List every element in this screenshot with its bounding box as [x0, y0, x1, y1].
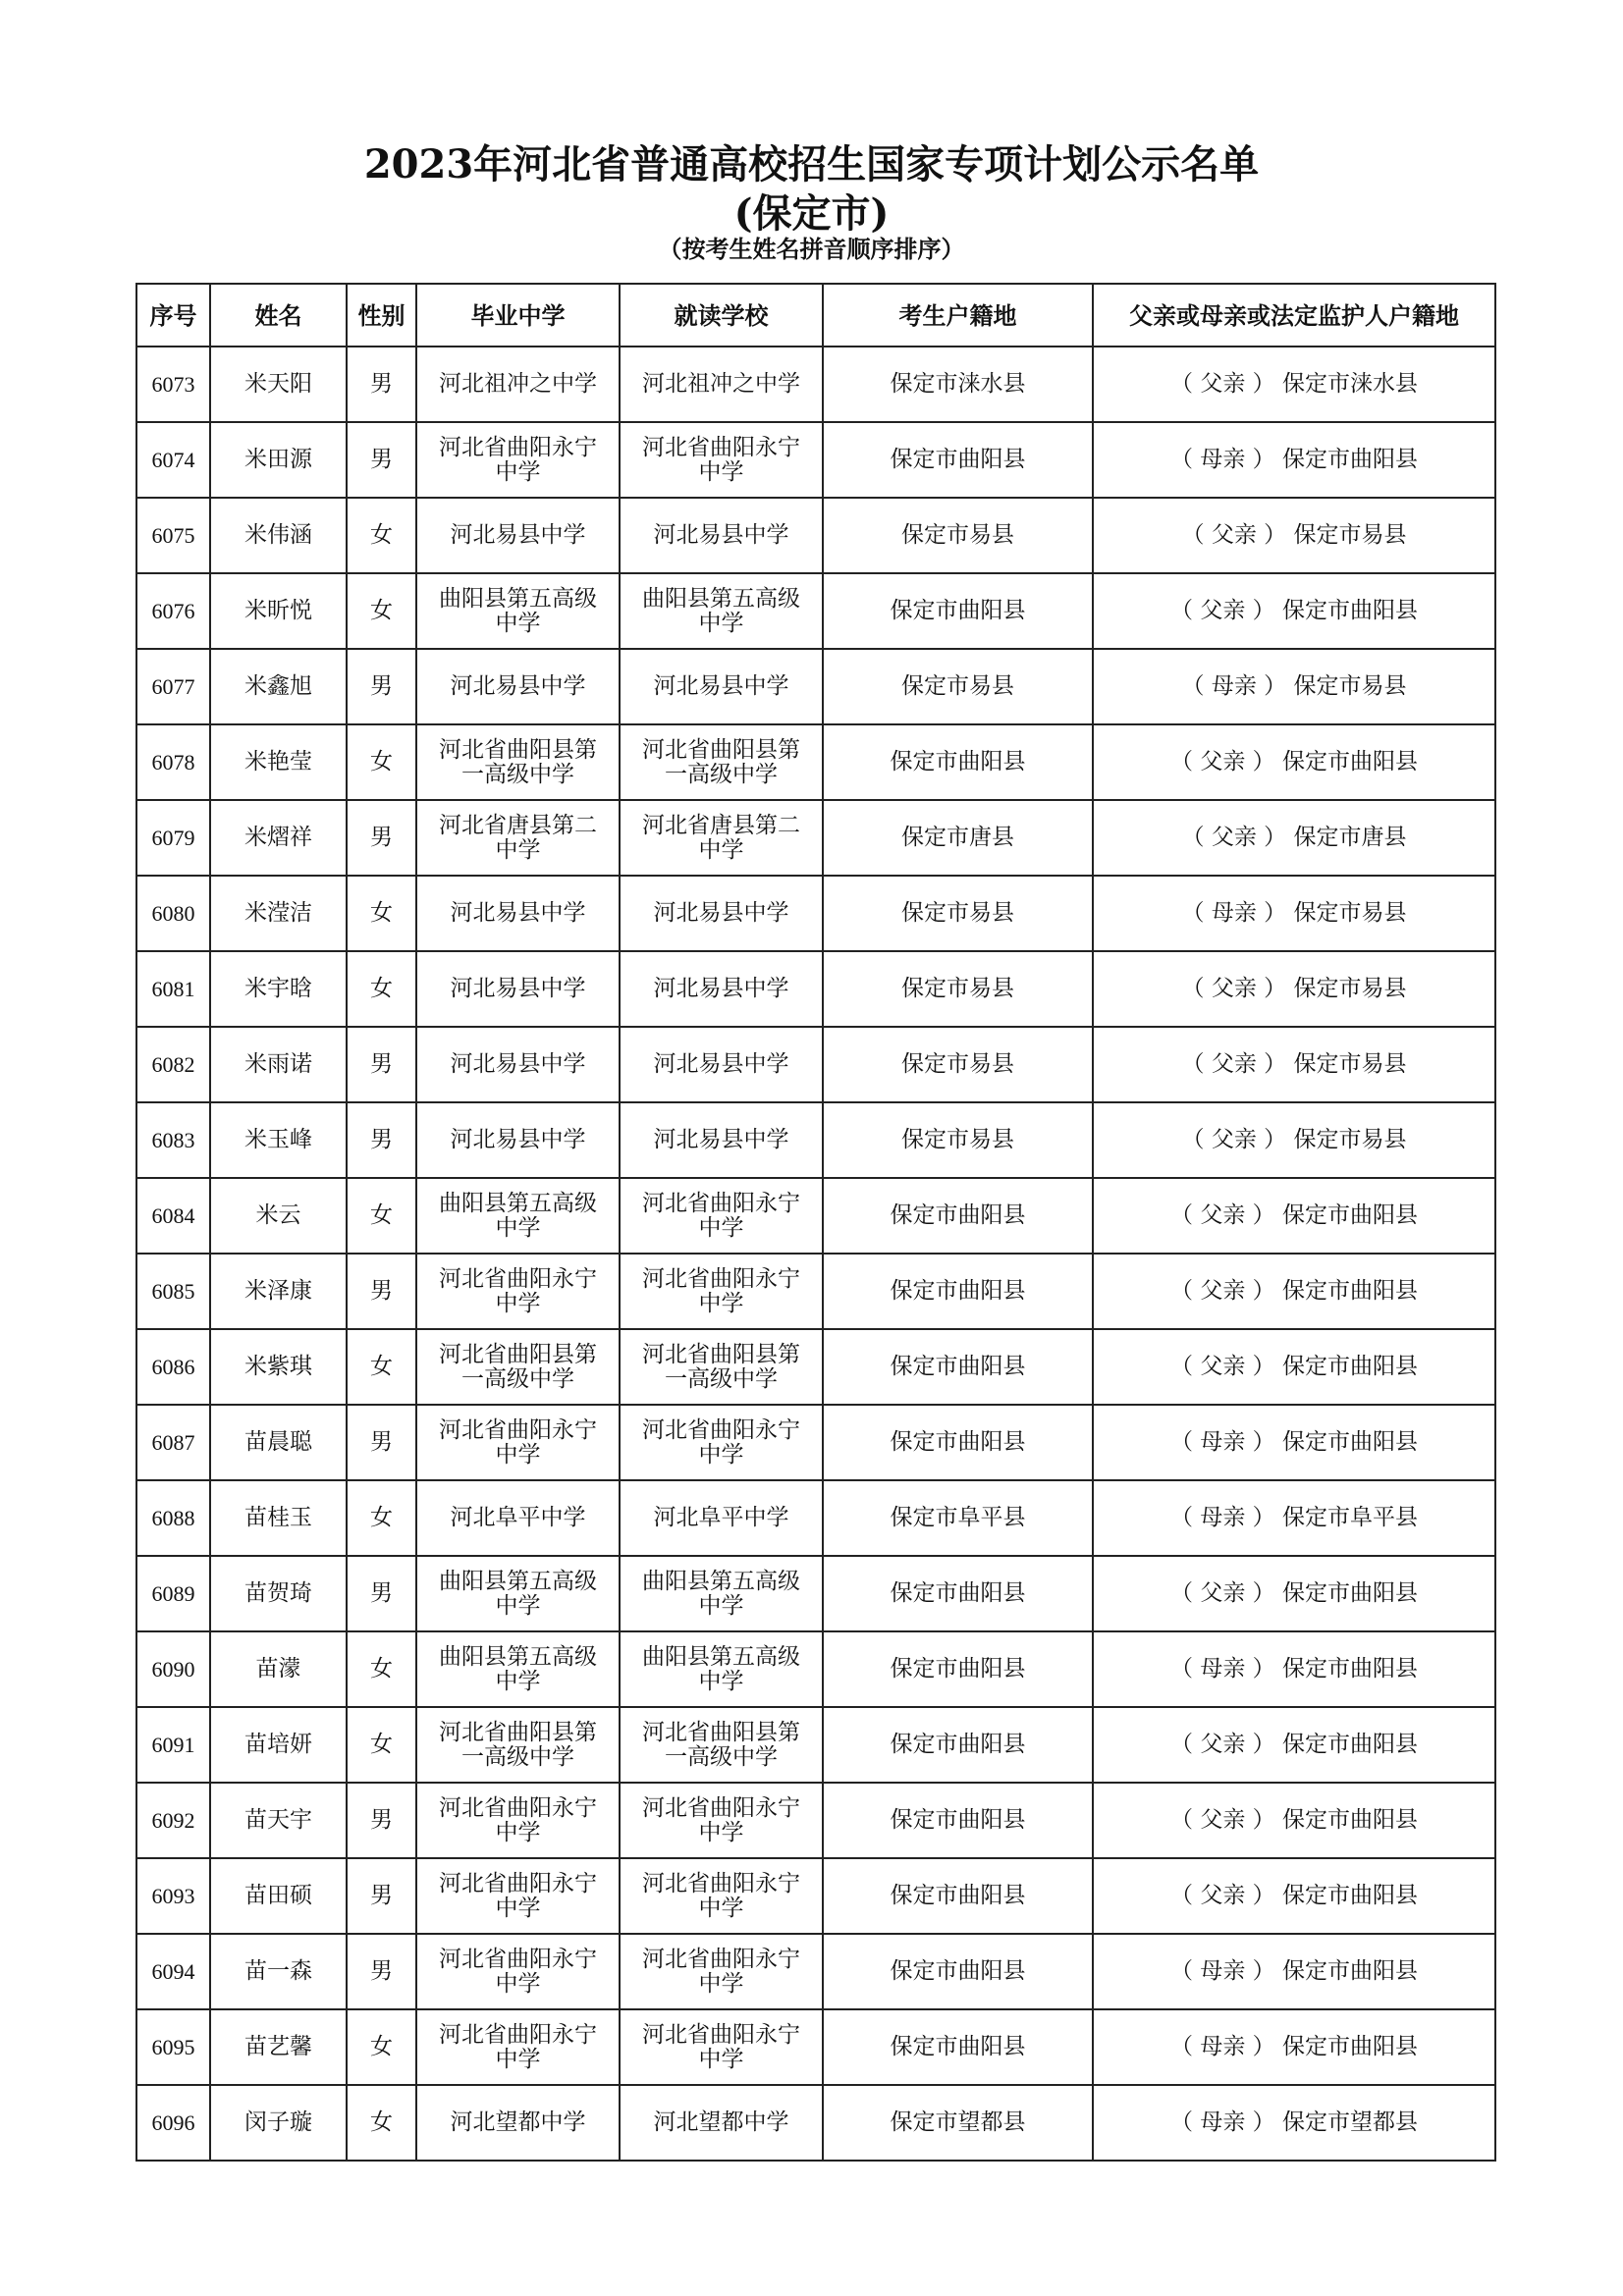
- candidate-table: [135, 283, 1496, 2162]
- cell-gender: 男: [347, 1783, 416, 1858]
- cell-name: 苗田硕: [210, 1858, 347, 1934]
- cell-gender: 女: [347, 1480, 416, 1556]
- cell-hukou: 保定市涞水县: [823, 347, 1093, 422]
- sort-note: （按考生姓名拼音顺序排序）: [658, 235, 965, 263]
- cell-gender: 女: [347, 951, 416, 1027]
- table-row: [136, 1102, 1495, 1178]
- cell-study-school-text: 河北省曲阳永宁中学: [642, 1946, 800, 1997]
- cell-hukou: 保定市易县: [823, 1027, 1093, 1102]
- cell-name: 苗一森: [210, 1934, 347, 2009]
- page-title: 2023年河北省普通高校招生国家专项计划公示名单: [363, 141, 1260, 187]
- cell-name: 闵子璇: [210, 2085, 347, 2161]
- cell-seq: 6091: [136, 1707, 210, 1783]
- cell-gender: 女: [347, 1178, 416, 1254]
- table-row: [136, 2009, 1495, 2085]
- cell-hukou: 保定市曲阳县: [823, 1254, 1093, 1329]
- table-row: [136, 724, 1495, 800]
- table-row: [136, 1405, 1495, 1480]
- cell-hukou: 保定市曲阳县: [823, 1858, 1093, 1934]
- cell-hukou: 保定市易县: [823, 1102, 1093, 1178]
- cell-study-school: [620, 1631, 823, 1707]
- cell-study-school-text: 河北易县中学: [653, 900, 789, 926]
- cell-grad-school-text: 曲阳县第五高级中学: [439, 585, 597, 636]
- cell-seq: 6080: [136, 876, 210, 951]
- cell-study-school-text: 曲阳县第五高级中学: [642, 585, 800, 636]
- table-row: [136, 498, 1495, 573]
- cell-hukou: 保定市唐县: [823, 800, 1093, 876]
- cell-name: 米雨诺: [210, 1027, 347, 1102]
- cell-grad-school-text: 河北易县中学: [450, 1051, 586, 1077]
- cell-guardian-hukou: （ 父亲 ） 保定市曲阳县: [1093, 1178, 1495, 1254]
- cell-grad-school: [416, 800, 620, 876]
- cell-guardian-hukou: （ 父亲 ） 保定市曲阳县: [1093, 1707, 1495, 1783]
- cell-guardian-hukou: （ 母亲 ） 保定市曲阳县: [1093, 1934, 1495, 2009]
- header-gender: 性别: [347, 284, 416, 347]
- cell-grad-school-text: 河北易县中学: [450, 1127, 586, 1152]
- cell-study-school-text: 河北易县中学: [653, 1051, 789, 1077]
- cell-name: 米鑫旭: [210, 649, 347, 724]
- table-row: [136, 1027, 1495, 1102]
- cell-study-school: [620, 1934, 823, 2009]
- cell-hukou: 保定市曲阳县: [823, 1556, 1093, 1631]
- cell-gender: 男: [347, 649, 416, 724]
- cell-name: 苗晨聪: [210, 1405, 347, 1480]
- cell-study-school: [620, 2085, 823, 2161]
- cell-hukou: 保定市曲阳县: [823, 724, 1093, 800]
- cell-name: 苗天宇: [210, 1783, 347, 1858]
- cell-hukou: 保定市易县: [823, 876, 1093, 951]
- cell-grad-school: [416, 1631, 620, 1707]
- table-row: [136, 1480, 1495, 1556]
- cell-hukou: 保定市易县: [823, 951, 1093, 1027]
- cell-name: 米紫琪: [210, 1329, 347, 1405]
- cell-seq: 6093: [136, 1858, 210, 1934]
- cell-seq: 6083: [136, 1102, 210, 1178]
- cell-study-school-text: 河北省曲阳永宁中学: [642, 434, 800, 485]
- cell-grad-school-text: 河北省曲阳永宁中学: [439, 2021, 597, 2072]
- cell-grad-school: [416, 422, 620, 498]
- cell-grad-school-text: 曲阳县第五高级中学: [439, 1190, 597, 1241]
- cell-hukou: 保定市曲阳县: [823, 2009, 1093, 2085]
- cell-grad-school: [416, 724, 620, 800]
- cell-study-school-text: 河北省曲阳永宁中学: [642, 2021, 800, 2072]
- cell-name: 苗桂玉: [210, 1480, 347, 1556]
- cell-grad-school-text: 河北省曲阳永宁中学: [439, 1794, 597, 1845]
- cell-gender: 男: [347, 347, 416, 422]
- cell-seq: 6079: [136, 800, 210, 876]
- cell-seq: 6082: [136, 1027, 210, 1102]
- cell-hukou: 保定市曲阳县: [823, 1707, 1093, 1783]
- cell-guardian-hukou: （ 父亲 ） 保定市涞水县: [1093, 347, 1495, 422]
- cell-hukou: 保定市曲阳县: [823, 1783, 1093, 1858]
- cell-guardian-hukou: （ 父亲 ） 保定市曲阳县: [1093, 1858, 1495, 1934]
- cell-study-school: [620, 1480, 823, 1556]
- cell-grad-school: [416, 876, 620, 951]
- cell-study-school-text: 河北省曲阳永宁中学: [642, 1794, 800, 1845]
- cell-hukou: 保定市曲阳县: [823, 573, 1093, 649]
- cell-gender: 女: [347, 573, 416, 649]
- cell-study-school-text: 河北易县中学: [653, 976, 789, 1001]
- cell-grad-school-text: 曲阳县第五高级中学: [439, 1568, 597, 1619]
- cell-study-school-text: 河北省唐县第二中学: [642, 812, 800, 863]
- cell-grad-school: [416, 1254, 620, 1329]
- cell-guardian-hukou: （ 母亲 ） 保定市曲阳县: [1093, 1405, 1495, 1480]
- cell-name: 米伟涵: [210, 498, 347, 573]
- cell-seq: 6074: [136, 422, 210, 498]
- table-row: [136, 1858, 1495, 1934]
- cell-seq: 6095: [136, 2009, 210, 2085]
- cell-study-school-text: 河北望都中学: [653, 2109, 789, 2135]
- table-row: [136, 649, 1495, 724]
- cell-guardian-hukou: （ 父亲 ） 保定市易县: [1093, 1027, 1495, 1102]
- cell-study-school-text: 曲阳县第五高级中学: [642, 1643, 800, 1694]
- cell-grad-school-text: 河北省曲阳县第一高级中学: [439, 1719, 597, 1770]
- cell-grad-school: [416, 1178, 620, 1254]
- cell-guardian-hukou: （ 父亲 ） 保定市易县: [1093, 951, 1495, 1027]
- cell-hukou: 保定市阜平县: [823, 1480, 1093, 1556]
- cell-gender: 男: [347, 1556, 416, 1631]
- cell-seq: 6077: [136, 649, 210, 724]
- table-row: [136, 951, 1495, 1027]
- cell-study-school-text: 河北祖冲之中学: [642, 371, 800, 397]
- cell-seq: 6087: [136, 1405, 210, 1480]
- cell-study-school: [620, 2009, 823, 2085]
- cell-study-school-text: 河北省曲阳县第一高级中学: [642, 1341, 800, 1392]
- cell-guardian-hukou: （ 母亲 ） 保定市曲阳县: [1093, 2009, 1495, 2085]
- table-header-row: [136, 284, 1495, 347]
- table-row: [136, 1254, 1495, 1329]
- cell-grad-school: [416, 649, 620, 724]
- cell-grad-school-text: 河北省曲阳永宁中学: [439, 1265, 597, 1316]
- cell-grad-school-text: 河北省曲阳永宁中学: [439, 1416, 597, 1468]
- cell-grad-school: [416, 951, 620, 1027]
- table-row: [136, 1631, 1495, 1707]
- table-row: [136, 422, 1495, 498]
- cell-grad-school: [416, 1102, 620, 1178]
- cell-gender: 男: [347, 1934, 416, 2009]
- cell-grad-school: [416, 1329, 620, 1405]
- cell-grad-school: [416, 498, 620, 573]
- cell-gender: 男: [347, 422, 416, 498]
- cell-seq: 6090: [136, 1631, 210, 1707]
- cell-gender: 女: [347, 1329, 416, 1405]
- cell-hukou: 保定市望都县: [823, 2085, 1093, 2161]
- cell-study-school: [620, 1329, 823, 1405]
- cell-grad-school-text: 曲阳县第五高级中学: [439, 1643, 597, 1694]
- cell-study-school: [620, 649, 823, 724]
- table-row: [136, 876, 1495, 951]
- cell-grad-school: [416, 1027, 620, 1102]
- cell-study-school: [620, 1102, 823, 1178]
- table-row: [136, 573, 1495, 649]
- cell-gender: 女: [347, 1631, 416, 1707]
- cell-study-school: [620, 951, 823, 1027]
- cell-guardian-hukou: （ 父亲 ） 保定市易县: [1093, 498, 1495, 573]
- cell-grad-school-text: 河北省曲阳永宁中学: [439, 434, 597, 485]
- cell-grad-school-text: 河北望都中学: [450, 2109, 586, 2135]
- cell-study-school-text: 河北阜平中学: [653, 1505, 789, 1530]
- cell-guardian-hukou: （ 父亲 ） 保定市曲阳县: [1093, 1556, 1495, 1631]
- cell-grad-school-text: 河北祖冲之中学: [439, 371, 597, 397]
- cell-seq: 6081: [136, 951, 210, 1027]
- cell-name: 苗艺馨: [210, 2009, 347, 2085]
- cell-name: 米泽康: [210, 1254, 347, 1329]
- cell-study-school: [620, 876, 823, 951]
- cell-guardian-hukou: （ 母亲 ） 保定市曲阳县: [1093, 1631, 1495, 1707]
- cell-study-school-text: 河北省曲阳永宁中学: [642, 1265, 800, 1316]
- cell-study-school: [620, 347, 823, 422]
- cell-seq: 6075: [136, 498, 210, 573]
- cell-seq: 6088: [136, 1480, 210, 1556]
- cell-grad-school: [416, 573, 620, 649]
- cell-guardian-hukou: （ 父亲 ） 保定市曲阳县: [1093, 1329, 1495, 1405]
- cell-grad-school: [416, 347, 620, 422]
- cell-hukou: 保定市曲阳县: [823, 1405, 1093, 1480]
- cell-hukou: 保定市曲阳县: [823, 1934, 1093, 2009]
- cell-study-school: [620, 800, 823, 876]
- cell-grad-school-text: 河北易县中学: [450, 976, 586, 1001]
- cell-guardian-hukou: （ 母亲 ） 保定市望都县: [1093, 2085, 1495, 2161]
- cell-grad-school-text: 河北省曲阳永宁中学: [439, 1870, 597, 1921]
- header-name: 姓名: [210, 284, 347, 347]
- table-row: [136, 1783, 1495, 1858]
- cell-study-school: [620, 1858, 823, 1934]
- table-row: [136, 1934, 1495, 2009]
- cell-grad-school-text: 河北易县中学: [450, 522, 586, 548]
- header-grad-school: 毕业中学: [416, 284, 620, 347]
- cell-study-school: [620, 1027, 823, 1102]
- cell-gender: 女: [347, 2085, 416, 2161]
- header-guardian-hukou: 父亲或母亲或法定监护人户籍地: [1093, 284, 1495, 347]
- cell-guardian-hukou: （ 父亲 ） 保定市唐县: [1093, 800, 1495, 876]
- cell-name: 米玉峰: [210, 1102, 347, 1178]
- cell-hukou: 保定市易县: [823, 649, 1093, 724]
- cell-grad-school: [416, 1858, 620, 1934]
- cell-study-school-text: 河北省曲阳永宁中学: [642, 1416, 800, 1468]
- cell-name: 米宇晗: [210, 951, 347, 1027]
- cell-guardian-hukou: （ 父亲 ） 保定市易县: [1093, 1102, 1495, 1178]
- cell-study-school-text: 河北易县中学: [653, 673, 789, 699]
- cell-grad-school: [416, 1934, 620, 2009]
- cell-grad-school-text: 河北省曲阳永宁中学: [439, 1946, 597, 1997]
- cell-seq: 6078: [136, 724, 210, 800]
- cell-grad-school: [416, 1480, 620, 1556]
- cell-guardian-hukou: （ 母亲 ） 保定市曲阳县: [1093, 422, 1495, 498]
- table-row: [136, 2085, 1495, 2161]
- table-body: [136, 347, 1495, 2161]
- cell-study-school: [620, 1707, 823, 1783]
- cell-seq: 6084: [136, 1178, 210, 1254]
- table-row: [136, 800, 1495, 876]
- cell-study-school: [620, 724, 823, 800]
- cell-study-school: [620, 1178, 823, 1254]
- cell-study-school-text: 河北省曲阳县第一高级中学: [642, 1719, 800, 1770]
- cell-gender: 男: [347, 1254, 416, 1329]
- page-subtitle: (保定市): [733, 190, 890, 237]
- table-row: [136, 1329, 1495, 1405]
- cell-seq: 6089: [136, 1556, 210, 1631]
- cell-name: 米田源: [210, 422, 347, 498]
- cell-study-school: [620, 1556, 823, 1631]
- cell-name: 米天阳: [210, 347, 347, 422]
- cell-gender: 女: [347, 498, 416, 573]
- cell-name: 苗贺琦: [210, 1556, 347, 1631]
- cell-gender: 女: [347, 1707, 416, 1783]
- cell-seq: 6073: [136, 347, 210, 422]
- cell-grad-school: [416, 1405, 620, 1480]
- cell-grad-school-text: 河北易县中学: [450, 673, 586, 699]
- cell-guardian-hukou: （ 父亲 ） 保定市曲阳县: [1093, 573, 1495, 649]
- table-row: [136, 1707, 1495, 1783]
- cell-seq: 6092: [136, 1783, 210, 1858]
- cell-study-school: [620, 1783, 823, 1858]
- cell-guardian-hukou: （ 母亲 ） 保定市阜平县: [1093, 1480, 1495, 1556]
- cell-grad-school: [416, 1556, 620, 1631]
- cell-study-school-text: 河北省曲阳永宁中学: [642, 1190, 800, 1241]
- cell-seq: 6076: [136, 573, 210, 649]
- cell-hukou: 保定市曲阳县: [823, 1329, 1093, 1405]
- cell-name: 米云: [210, 1178, 347, 1254]
- cell-gender: 女: [347, 724, 416, 800]
- cell-grad-school: [416, 1707, 620, 1783]
- cell-grad-school-text: 河北易县中学: [450, 900, 586, 926]
- cell-study-school-text: 河北易县中学: [653, 1127, 789, 1152]
- cell-gender: 男: [347, 1858, 416, 1934]
- cell-grad-school-text: 河北省曲阳县第一高级中学: [439, 1341, 597, 1392]
- header-study-school: 就读学校: [620, 284, 823, 347]
- cell-gender: 男: [347, 1405, 416, 1480]
- cell-name: 米熠祥: [210, 800, 347, 876]
- cell-guardian-hukou: （ 母亲 ） 保定市易县: [1093, 649, 1495, 724]
- cell-grad-school-text: 河北省唐县第二中学: [439, 812, 597, 863]
- cell-seq: 6085: [136, 1254, 210, 1329]
- cell-name: 苗培妍: [210, 1707, 347, 1783]
- cell-name: 米艳莹: [210, 724, 347, 800]
- cell-gender: 男: [347, 800, 416, 876]
- table-row: [136, 347, 1495, 422]
- cell-guardian-hukou: （ 父亲 ） 保定市曲阳县: [1093, 1254, 1495, 1329]
- cell-study-school-text: 河北省曲阳永宁中学: [642, 1870, 800, 1921]
- table-row: [136, 1556, 1495, 1631]
- table-row: [136, 1178, 1495, 1254]
- cell-study-school: [620, 498, 823, 573]
- cell-study-school: [620, 1254, 823, 1329]
- cell-grad-school: [416, 2085, 620, 2161]
- cell-hukou: 保定市曲阳县: [823, 422, 1093, 498]
- cell-grad-school: [416, 1783, 620, 1858]
- cell-name: 米滢洁: [210, 876, 347, 951]
- cell-seq: 6094: [136, 1934, 210, 2009]
- cell-gender: 女: [347, 2009, 416, 2085]
- header-seq: 序号: [136, 284, 210, 347]
- header-hukou: 考生户籍地: [823, 284, 1093, 347]
- cell-name: 苗濛: [210, 1631, 347, 1707]
- cell-gender: 男: [347, 1027, 416, 1102]
- cell-guardian-hukou: （ 父亲 ） 保定市曲阳县: [1093, 1783, 1495, 1858]
- cell-study-school: [620, 573, 823, 649]
- cell-grad-school-text: 河北阜平中学: [450, 1505, 586, 1530]
- cell-guardian-hukou: （ 父亲 ） 保定市曲阳县: [1093, 724, 1495, 800]
- cell-study-school-text: 河北省曲阳县第一高级中学: [642, 736, 800, 787]
- cell-study-school-text: 曲阳县第五高级中学: [642, 1568, 800, 1619]
- cell-gender: 女: [347, 876, 416, 951]
- cell-hukou: 保定市易县: [823, 498, 1093, 573]
- cell-name: 米昕悦: [210, 573, 347, 649]
- cell-gender: 男: [347, 1102, 416, 1178]
- cell-grad-school-text: 河北省曲阳县第一高级中学: [439, 736, 597, 787]
- cell-hukou: 保定市曲阳县: [823, 1631, 1093, 1707]
- cell-grad-school: [416, 2009, 620, 2085]
- cell-study-school: [620, 1405, 823, 1480]
- cell-guardian-hukou: （ 母亲 ） 保定市易县: [1093, 876, 1495, 951]
- cell-hukou: 保定市曲阳县: [823, 1178, 1093, 1254]
- cell-study-school: [620, 422, 823, 498]
- cell-seq: 6086: [136, 1329, 210, 1405]
- cell-seq: 6096: [136, 2085, 210, 2161]
- cell-study-school-text: 河北易县中学: [653, 522, 789, 548]
